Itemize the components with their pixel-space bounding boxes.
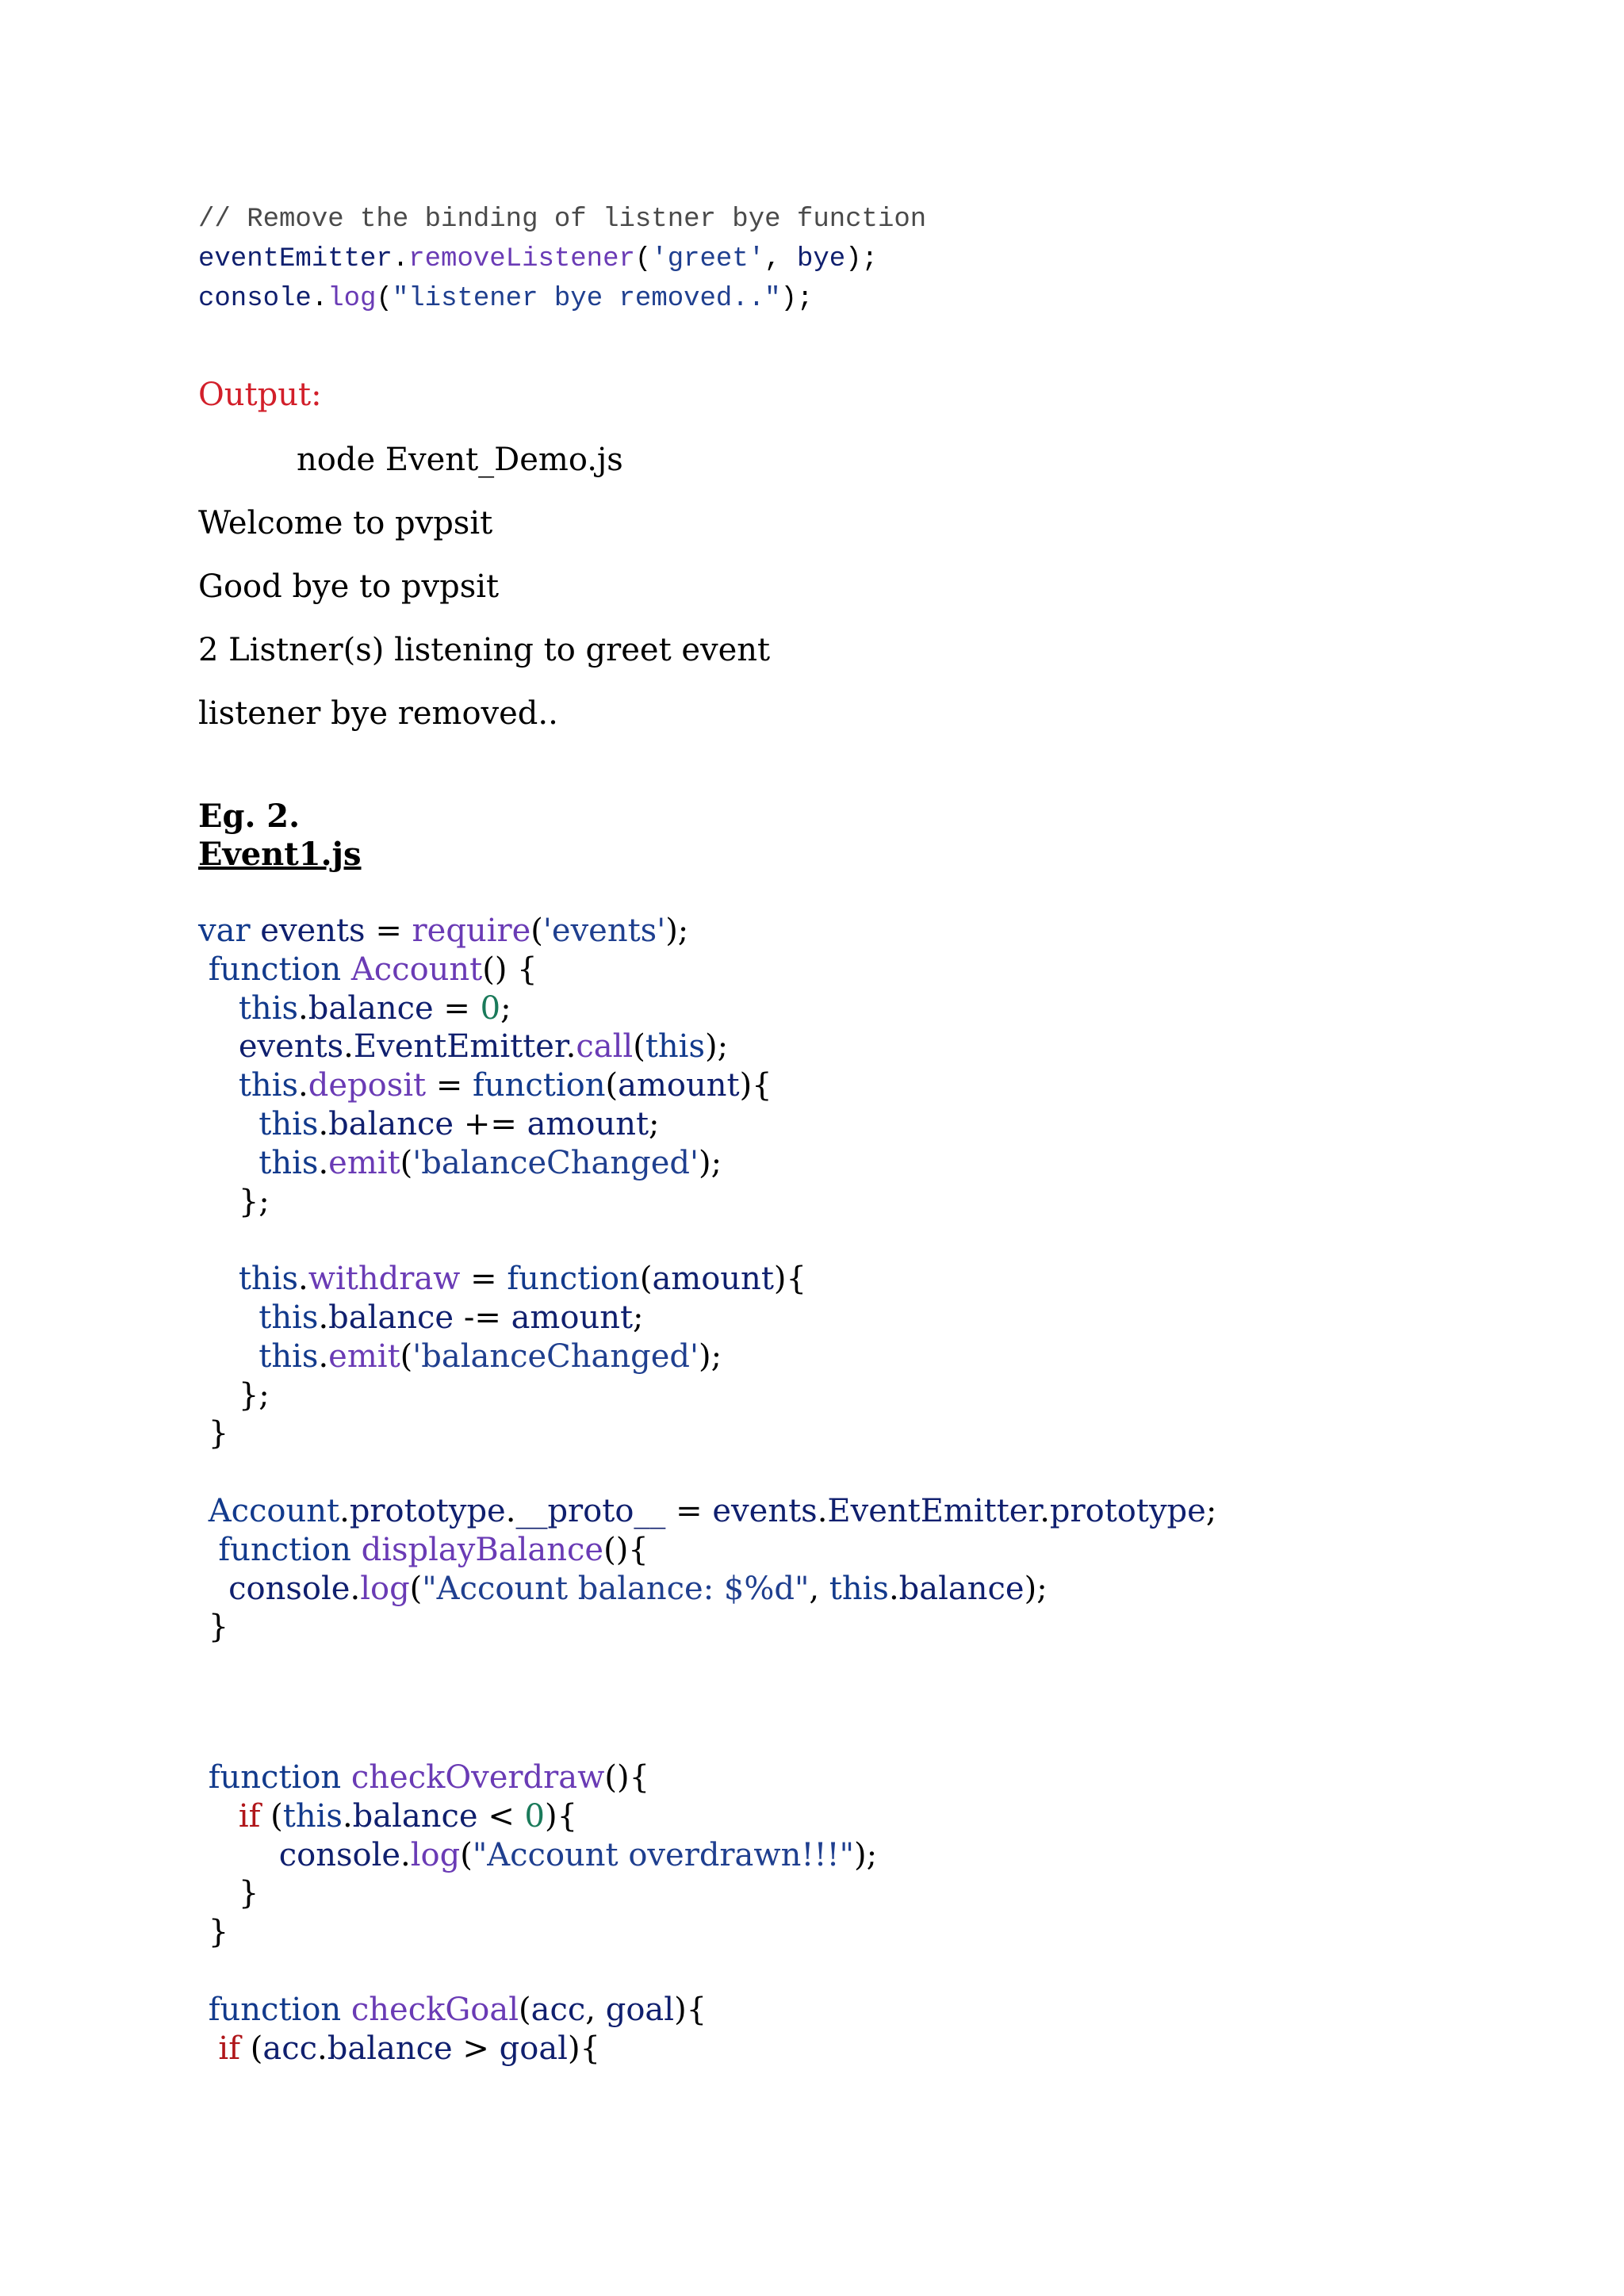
code-line bbox=[198, 1299, 1216, 1337]
code-token: ); bbox=[705, 1028, 729, 1066]
code-token: balance bbox=[308, 989, 444, 1027]
code-token: ( bbox=[460, 1836, 473, 1873]
code-token: EventEmitter bbox=[353, 1028, 566, 1066]
code-line bbox=[198, 279, 926, 319]
code-token: ){ bbox=[674, 1991, 707, 2028]
output-line: Good bye to pvpsit bbox=[198, 568, 500, 605]
code-token: . bbox=[342, 1797, 353, 1835]
code-token: prototype bbox=[1049, 1492, 1206, 1529]
code-token: . bbox=[298, 1261, 308, 1298]
code-token: ( bbox=[376, 284, 393, 314]
code-line bbox=[198, 1570, 1216, 1609]
code-token: function bbox=[198, 1759, 351, 1796]
code-token: = bbox=[443, 989, 481, 1027]
code-token: , bbox=[809, 1570, 829, 1607]
code-token: ( bbox=[409, 1570, 423, 1607]
code-token: // Remove the binding of listner bye function bbox=[198, 205, 927, 235]
code-line bbox=[198, 1066, 1216, 1105]
code-token: this bbox=[198, 1105, 319, 1142]
code-token: } bbox=[198, 1875, 259, 1912]
code-token: checkGoal bbox=[350, 1991, 519, 2028]
code-token: , bbox=[585, 1991, 606, 2028]
code-token: . bbox=[1040, 1492, 1050, 1529]
code-token: amount bbox=[527, 1105, 649, 1142]
code-line bbox=[198, 1183, 1216, 1222]
code-line bbox=[198, 1144, 1216, 1183]
code-token: amount bbox=[511, 1299, 634, 1336]
code-block-checks bbox=[198, 1758, 877, 2068]
code-token: if bbox=[198, 2030, 251, 2067]
code-token: removeListener bbox=[408, 244, 635, 274]
code-token: bye bbox=[796, 244, 846, 274]
code-token: }; bbox=[198, 1376, 270, 1414]
code-token: += bbox=[463, 1105, 527, 1142]
code-line bbox=[198, 1337, 1216, 1376]
code-token: goal bbox=[499, 2030, 568, 2067]
code-token: () { bbox=[482, 951, 538, 988]
code-token: events bbox=[712, 1492, 818, 1529]
code-line bbox=[198, 1836, 877, 1875]
code-token: this bbox=[198, 1144, 319, 1181]
code-token: function bbox=[507, 1261, 640, 1298]
code-token: balance bbox=[352, 1797, 488, 1835]
code-token: call bbox=[576, 1028, 634, 1066]
code-token: var bbox=[198, 913, 261, 949]
code-token: ( bbox=[634, 244, 652, 274]
code-token: eventEmitter bbox=[198, 244, 393, 274]
code-token: . bbox=[318, 1144, 329, 1181]
code-token: Account bbox=[350, 951, 483, 988]
code-token: function bbox=[198, 951, 351, 988]
code-line bbox=[198, 2030, 877, 2068]
code-line bbox=[198, 1952, 877, 1991]
code-line bbox=[198, 1797, 877, 1836]
code-token: 'balanceChanged' bbox=[412, 1144, 699, 1181]
example-heading: Eg. 2. bbox=[198, 798, 301, 835]
code-line bbox=[198, 200, 926, 239]
code-token: . bbox=[318, 1337, 329, 1375]
example-filename: Event1.js bbox=[198, 836, 362, 873]
code-token: ); bbox=[699, 1337, 722, 1375]
code-token: ( bbox=[400, 1337, 413, 1375]
code-token: . bbox=[339, 1492, 350, 1529]
code-line bbox=[198, 1531, 1216, 1570]
code-token: checkOverdraw bbox=[350, 1759, 605, 1796]
code-token: . bbox=[392, 244, 409, 274]
code-token: function bbox=[473, 1067, 606, 1104]
code-token: "Account balance: $%d" bbox=[422, 1570, 810, 1607]
code-line bbox=[198, 1414, 1216, 1453]
code-token: . bbox=[318, 1105, 329, 1142]
code-token: __proto__ bbox=[515, 1492, 676, 1529]
output-label: Output: bbox=[198, 377, 322, 413]
code-token: withdraw bbox=[308, 1261, 471, 1298]
code-token: . bbox=[888, 1570, 899, 1607]
code-token: (){ bbox=[603, 1531, 649, 1568]
code-token: ( bbox=[270, 1797, 283, 1835]
code-token: emit bbox=[328, 1337, 400, 1375]
code-token: function bbox=[198, 1991, 351, 2028]
code-token: console bbox=[198, 1836, 401, 1873]
code-token: ( bbox=[639, 1261, 653, 1298]
code-token: Account bbox=[198, 1492, 340, 1529]
code-line bbox=[198, 1221, 1216, 1260]
code-token: acc bbox=[530, 1991, 586, 2028]
code-token: ); bbox=[665, 913, 689, 949]
code-token: ; bbox=[500, 989, 511, 1027]
code-line bbox=[198, 1105, 1216, 1144]
code-token: = bbox=[435, 1067, 473, 1104]
code-token: ); bbox=[780, 284, 814, 314]
code-token: ( bbox=[605, 1067, 619, 1104]
code-line bbox=[198, 1453, 1216, 1492]
code-token: ); bbox=[854, 1836, 878, 1873]
code-line bbox=[198, 1492, 1216, 1531]
code-token: events bbox=[198, 1028, 344, 1066]
code-token: ( bbox=[400, 1144, 413, 1181]
code-token: this bbox=[198, 1337, 319, 1375]
code-token: = bbox=[375, 913, 412, 949]
code-token: 'events' bbox=[542, 913, 666, 949]
code-token: this bbox=[198, 1261, 299, 1298]
code-line bbox=[198, 1260, 1216, 1299]
code-token: 'greet' bbox=[651, 244, 765, 274]
code-token: ( bbox=[633, 1028, 645, 1066]
code-line bbox=[198, 1991, 877, 2030]
code-line bbox=[198, 1376, 1216, 1415]
code-line bbox=[198, 1027, 1216, 1066]
code-token: < bbox=[488, 1797, 525, 1835]
code-token: this bbox=[645, 1028, 705, 1066]
code-token: ){ bbox=[773, 1261, 806, 1298]
code-token: . bbox=[343, 1028, 354, 1066]
code-token: ; bbox=[633, 1299, 644, 1336]
code-token: emit bbox=[328, 1144, 400, 1181]
code-token: . bbox=[311, 284, 328, 314]
output-line: 2 Listner(s) listening to greet event bbox=[198, 632, 771, 668]
code-token: . bbox=[817, 1492, 828, 1529]
code-token: } bbox=[198, 1609, 229, 1646]
code-token: }; bbox=[198, 1183, 270, 1220]
code-token: balance bbox=[328, 1299, 464, 1336]
code-token: ){ bbox=[545, 1797, 578, 1835]
code-token: balance bbox=[328, 1105, 464, 1142]
code-token: . bbox=[350, 1570, 361, 1607]
code-token: balance bbox=[898, 1570, 1025, 1607]
code-token: ){ bbox=[567, 2030, 601, 2067]
code-token: EventEmitter bbox=[827, 1492, 1040, 1529]
code-line bbox=[198, 1608, 1216, 1647]
code-snippet-remove-listener bbox=[198, 200, 926, 319]
code-token: this bbox=[198, 989, 299, 1027]
code-token: amount bbox=[618, 1067, 740, 1104]
code-token: ); bbox=[845, 244, 878, 274]
code-token: . bbox=[318, 1299, 329, 1336]
code-token: prototype bbox=[349, 1492, 506, 1529]
code-token: 0 bbox=[480, 989, 501, 1027]
code-token: } bbox=[198, 1415, 229, 1452]
code-token: ); bbox=[1024, 1570, 1048, 1607]
code-token: console bbox=[198, 284, 312, 314]
code-line bbox=[198, 1758, 877, 1797]
code-token: . bbox=[565, 1028, 576, 1066]
code-token: . bbox=[505, 1492, 516, 1529]
code-token: 0 bbox=[524, 1797, 545, 1835]
code-token: ( bbox=[530, 913, 543, 949]
code-token: log bbox=[410, 1836, 461, 1873]
code-token: . bbox=[298, 1067, 308, 1104]
code-token: -= bbox=[463, 1299, 511, 1336]
code-line bbox=[198, 239, 926, 279]
code-token: balance bbox=[327, 2030, 463, 2067]
code-token: this bbox=[198, 1067, 299, 1104]
output-line: listener bye removed.. bbox=[198, 695, 558, 732]
code-token: = bbox=[676, 1492, 713, 1529]
code-token: . bbox=[298, 989, 308, 1027]
code-token: console bbox=[198, 1570, 350, 1607]
code-token: if bbox=[198, 1797, 271, 1835]
code-token: ; bbox=[649, 1105, 660, 1142]
code-token: . bbox=[317, 2030, 327, 2067]
code-line bbox=[198, 989, 1216, 1028]
code-token: ( bbox=[519, 1991, 531, 2028]
code-token: displayBalance bbox=[361, 1531, 604, 1568]
code-token: (){ bbox=[604, 1759, 650, 1796]
code-token: deposit bbox=[308, 1067, 436, 1104]
code-token: ( bbox=[250, 2030, 263, 2067]
output-line: node Event_Demo.js bbox=[297, 442, 623, 478]
code-token: log bbox=[360, 1570, 410, 1607]
code-token: . bbox=[400, 1836, 411, 1873]
code-token: function bbox=[198, 1531, 362, 1568]
code-token: this bbox=[282, 1797, 343, 1835]
code-token: , bbox=[764, 244, 797, 274]
code-line bbox=[198, 912, 1216, 951]
code-token: this bbox=[198, 1299, 319, 1336]
code-token: "Account overdrawn!!!" bbox=[472, 1836, 855, 1873]
code-token: = bbox=[470, 1261, 508, 1298]
code-token: log bbox=[327, 284, 377, 314]
code-token: > bbox=[462, 2030, 500, 2067]
code-line bbox=[198, 1874, 877, 1913]
code-token: "listener bye removed.." bbox=[392, 284, 781, 314]
output-line: Welcome to pvpsit bbox=[198, 505, 493, 541]
code-token: goal bbox=[605, 1991, 675, 2028]
code-token: } bbox=[198, 1914, 229, 1951]
code-token: amount bbox=[652, 1261, 774, 1298]
code-line bbox=[198, 1913, 877, 1952]
code-token: events bbox=[260, 913, 376, 949]
code-line bbox=[198, 951, 1216, 989]
code-token: 'balanceChanged' bbox=[412, 1337, 699, 1375]
code-token: acc bbox=[262, 2030, 318, 2067]
code-token: this bbox=[829, 1570, 889, 1607]
code-token: ); bbox=[699, 1144, 722, 1181]
code-token: ){ bbox=[739, 1067, 772, 1104]
code-token: ; bbox=[1205, 1492, 1217, 1529]
code-block-account bbox=[198, 912, 1216, 1647]
code-token: require bbox=[412, 913, 531, 949]
